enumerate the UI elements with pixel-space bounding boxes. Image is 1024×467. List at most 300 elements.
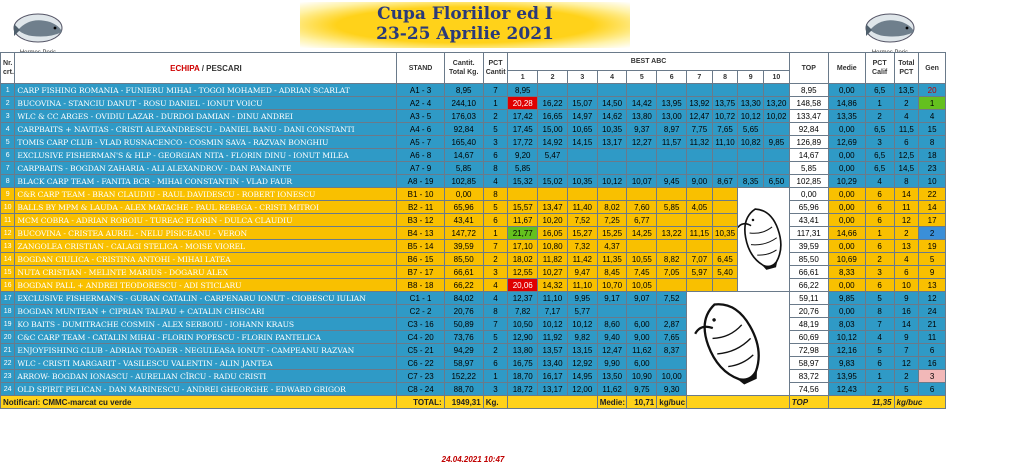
stand-cell: A5 - 7	[397, 136, 444, 149]
best-value-cell: 8,82	[657, 253, 687, 266]
row-number: 1	[1, 84, 15, 97]
table-row	[1, 84, 946, 97]
gen-cell: 24	[919, 305, 946, 318]
best-value-cell: 6,50	[764, 175, 790, 188]
best-value-cell: 15,00	[538, 123, 568, 136]
best-value-cell: 13,92	[687, 97, 713, 110]
pct-calif-cell: 2	[865, 383, 894, 396]
total-pct-cell: 9	[894, 331, 919, 344]
pct-quantity-cell: 6	[483, 357, 508, 370]
team-name: BALLS BY MPM & LAUDA - ALEX MATACHE - PAUL REBEGA - CRISTI MITROI	[15, 201, 397, 214]
best-value-cell	[627, 84, 657, 97]
best-value-cell	[597, 188, 627, 201]
best-value-cell: 6,45	[712, 253, 738, 266]
best-value-cell: 16,17	[538, 370, 568, 383]
gen-cell: 2	[919, 227, 946, 240]
best-value-cell: 9,40	[597, 331, 627, 344]
best-value-cell: 10,55	[627, 253, 657, 266]
top-cell: 85,50	[789, 253, 828, 266]
pct-calif-cell: 6	[865, 357, 894, 370]
best-value-cell: 12,90	[508, 331, 538, 344]
medie-cell: 9,85	[828, 292, 865, 305]
team-name: EXCLUSIVE FISHERMAN'S & HLP - GEORGIAN NITA - FLORIN DINU - IONUT MILEA	[15, 149, 397, 162]
best-value-cell: 10,82	[738, 136, 764, 149]
medie-cell: 12,16	[828, 344, 865, 357]
best-value-cell: 13,47	[538, 201, 568, 214]
total-pct-cell: 5	[894, 383, 919, 396]
top-cell: 14,67	[789, 149, 828, 162]
best-value-cell: 14,42	[627, 97, 657, 110]
total-pct-cell: 2	[894, 370, 919, 383]
pct-calif-cell: 1	[865, 97, 894, 110]
pct-quantity-cell: 1	[483, 370, 508, 383]
gen-cell: 9	[919, 266, 946, 279]
pct-calif-cell: 6	[865, 201, 894, 214]
pct-quantity-cell: 3	[483, 266, 508, 279]
pct-calif-cell: 1	[865, 370, 894, 383]
pct-quantity-cell: 6	[483, 149, 508, 162]
best-value-cell: 9,00	[687, 175, 713, 188]
top-cell: 83,72	[789, 370, 828, 383]
best-value-cell: 8,35	[738, 175, 764, 188]
best-value-cell	[567, 162, 597, 175]
best-value-cell: 5,77	[567, 305, 597, 318]
top-cell: 117,31	[789, 227, 828, 240]
stand-cell: B7 - 17	[397, 266, 444, 279]
gen-cell: 11	[919, 331, 946, 344]
best-value-cell: 13,17	[597, 136, 627, 149]
stand-cell: B1 - 10	[397, 188, 444, 201]
best-value-cell	[712, 162, 738, 175]
best-value-cell: 11,35	[597, 253, 627, 266]
best-value-cell: 9,90	[597, 357, 627, 370]
footer-medie-label: Medie:	[597, 396, 627, 409]
best-value-cell	[712, 201, 738, 214]
total-pct-cell: 6	[894, 136, 919, 149]
table-row	[1, 227, 946, 240]
medie-cell: 12,69	[828, 136, 865, 149]
pct-calif-cell: 6,5	[865, 123, 894, 136]
pct-calif-cell: 6	[865, 240, 894, 253]
best-value-cell: 9,07	[627, 292, 657, 305]
medie-cell: 8,03	[828, 318, 865, 331]
best-value-cell: 10,20	[538, 214, 568, 227]
table-row	[1, 136, 946, 149]
best-value-cell: 10,50	[508, 318, 538, 331]
best-value-cell: 15,02	[538, 175, 568, 188]
team-name: BUCOVINA - STANCIU DANUT - ROSU DANIEL - IONUT VOICU	[15, 97, 397, 110]
team-name: C&R CARP TEAM - BRAN CLAUDIU - RAUL DAVIDESCU - ROBERT IONESCU	[15, 188, 397, 201]
best-value-cell: 10,70	[597, 279, 627, 292]
best-value-cell: 11,62	[597, 383, 627, 396]
pct-calif-cell: 5	[865, 344, 894, 357]
best-value-cell: 17,72	[508, 136, 538, 149]
col-nr: Nr. crt.	[1, 53, 15, 84]
best-value-cell: 13,40	[538, 357, 568, 370]
table-row	[1, 318, 946, 331]
row-number: 13	[1, 240, 15, 253]
best-value-cell	[687, 240, 713, 253]
carp-illustration-icon	[738, 192, 788, 284]
top-cell: 92,84	[789, 123, 828, 136]
pct-calif-cell: 6	[865, 188, 894, 201]
pct-calif-cell: 2	[865, 253, 894, 266]
pct-calif-cell: 4	[865, 331, 894, 344]
best-value-cell: 14,95	[567, 370, 597, 383]
best-value-cell: 18,70	[508, 370, 538, 383]
quantity-cell: 8,95	[444, 84, 483, 97]
best-value-cell: 15,07	[567, 97, 597, 110]
best-value-cell: 10,72	[712, 110, 738, 123]
best-value-cell: 7,65	[657, 331, 687, 344]
gen-cell: 5	[919, 253, 946, 266]
medie-cell: 13,35	[828, 110, 865, 123]
medie-cell: 0,00	[828, 162, 865, 175]
best-value-cell: 10,12	[597, 175, 627, 188]
col-pct-calif: PCT Calif	[865, 53, 894, 84]
stand-cell: C1 - 1	[397, 292, 444, 305]
top-cell: 8,95	[789, 84, 828, 97]
table-row	[1, 97, 946, 110]
table-row	[1, 383, 946, 396]
best-value-cell: 10,90	[627, 370, 657, 383]
stand-cell: C5 - 21	[397, 344, 444, 357]
best-value-cell	[657, 162, 687, 175]
best-value-cell: 11,62	[627, 344, 657, 357]
best-value-cell: 7,82	[508, 305, 538, 318]
medie-cell: 0,00	[828, 214, 865, 227]
medie-cell: 0,00	[828, 240, 865, 253]
best-value-cell	[712, 240, 738, 253]
medie-cell: 0,00	[828, 305, 865, 318]
best-value-cell	[567, 84, 597, 97]
best-value-cell	[712, 84, 738, 97]
row-number: 6	[1, 149, 15, 162]
pct-quantity-cell: 4	[483, 175, 508, 188]
best-value-cell	[712, 279, 738, 292]
best-value-cell: 9,47	[567, 266, 597, 279]
team-name: WLC & CC ARGES - OVIDIU LAZAR - DURDOI DAMIAN - DINU ANDREI	[15, 110, 397, 123]
best-value-cell: 17,10	[508, 240, 538, 253]
medie-cell: 14,86	[828, 97, 865, 110]
pct-calif-cell: 8	[865, 305, 894, 318]
table-row	[1, 253, 946, 266]
top-cell: 0,00	[789, 188, 828, 201]
top-cell: 102,85	[789, 175, 828, 188]
best-value-cell: 11,42	[567, 253, 597, 266]
best-value-cell: 10,02	[764, 110, 790, 123]
team-name: TOMIS CARP CLUB - VLAD RUSNACENCO - COSMIN SAVA - RAZVAN BONGHIU	[15, 136, 397, 149]
team-name: C&C CARP TEAM - CATALIN MIHAI - FLORIN POPESCU - FLORIN PANTELICA	[15, 331, 397, 344]
row-number: 23	[1, 370, 15, 383]
best-value-cell: 14,97	[567, 110, 597, 123]
best-value-cell: 9,82	[567, 331, 597, 344]
team-name: BOGDAN CIULICA - CRISTINA ANTOHI - MIHAI LATEA	[15, 253, 397, 266]
total-pct-cell: 12	[894, 357, 919, 370]
table-row	[1, 214, 946, 227]
medie-cell: 0,00	[828, 149, 865, 162]
best-value-cell: 7,65	[712, 123, 738, 136]
footer-notice: Notificari: CMMC-marcat cu verde	[1, 396, 397, 409]
col-echipa	[15, 53, 397, 84]
best-value-cell: 17,42	[508, 110, 538, 123]
best-value-cell: 10,65	[567, 123, 597, 136]
medie-cell: 0,00	[828, 279, 865, 292]
total-pct-cell: 4	[894, 110, 919, 123]
best-value-cell	[627, 305, 657, 318]
total-pct-cell: 11,5	[894, 123, 919, 136]
best-value-cell: 11,82	[538, 253, 568, 266]
stand-cell: C6 - 22	[397, 357, 444, 370]
row-number: 8	[1, 175, 15, 188]
pct-quantity-cell: 5	[483, 123, 508, 136]
best-value-cell	[687, 188, 713, 201]
medie-cell: 12,43	[828, 383, 865, 396]
best-value-cell: 5,85	[657, 201, 687, 214]
gen-cell: 20	[919, 84, 946, 97]
col-pct-cantit: PCT Cantit	[483, 53, 508, 84]
table-row	[1, 292, 946, 305]
pct-calif-cell: 3	[865, 136, 894, 149]
medie-cell: 8,33	[828, 266, 865, 279]
stand-cell: A1 - 3	[397, 84, 444, 97]
carp-image-cell	[687, 292, 790, 396]
stand-cell: A4 - 6	[397, 123, 444, 136]
best-value-cell: 18,02	[508, 253, 538, 266]
best-value-cell: 13,20	[764, 97, 790, 110]
best-value-cell	[657, 240, 687, 253]
quantity-cell: 65,96	[444, 201, 483, 214]
best-value-cell: 13,75	[712, 97, 738, 110]
pct-quantity-cell: 7	[483, 240, 508, 253]
quantity-cell: 43,41	[444, 214, 483, 227]
best-value-cell	[738, 162, 764, 175]
col-pescari-label: / PESCARI	[199, 63, 242, 73]
quantity-cell: 66,61	[444, 266, 483, 279]
footer-total-value: 1949,31	[444, 396, 483, 409]
best-value-cell: 7,45	[627, 266, 657, 279]
stand-cell: B6 - 15	[397, 253, 444, 266]
quantity-cell: 92,84	[444, 123, 483, 136]
gen-cell: 15	[919, 123, 946, 136]
medie-cell: 0,00	[828, 84, 865, 97]
best-value-cell: 9,85	[764, 136, 790, 149]
best-value-cell	[538, 162, 568, 175]
top-cell: 66,22	[789, 279, 828, 292]
best-value-cell: 5,65	[738, 123, 764, 136]
row-number: 14	[1, 253, 15, 266]
pct-calif-cell: 6,5	[865, 162, 894, 175]
total-pct-cell: 9	[894, 292, 919, 305]
row-number: 21	[1, 344, 15, 357]
best-value-cell: 15,57	[508, 201, 538, 214]
top-cell: 65,96	[789, 201, 828, 214]
best-value-cell: 5,97	[687, 266, 713, 279]
pct-quantity-cell: 7	[483, 84, 508, 97]
pct-calif-cell: 6,5	[865, 84, 894, 97]
gen-cell: 6	[919, 383, 946, 396]
best-value-cell: 16,05	[538, 227, 568, 240]
best-value-cell: 7,52	[657, 292, 687, 305]
team-name: ENJOYFISHING CLUB - ADRIAN TOADER - NEGULEASA IONUT - CAMPEANU RAZVAN	[15, 344, 397, 357]
total-pct-cell: 13	[894, 240, 919, 253]
footer-total-unit: Kg.	[483, 396, 508, 409]
pct-quantity-cell: 6	[483, 214, 508, 227]
top-cell: 74,56	[789, 383, 828, 396]
quantity-cell: 152,22	[444, 370, 483, 383]
best-value-cell	[567, 149, 597, 162]
top-cell: 39,59	[789, 240, 828, 253]
stand-cell: B2 - 11	[397, 201, 444, 214]
best-value-cell: 7,52	[567, 214, 597, 227]
team-name: WLC - CRISTI MARGARIT - VASILESCU VALENTIN - ALIN JANTEA	[15, 357, 397, 370]
team-name: CARPBAITS + NAVITAS - CRISTI ALEXANDRESCU - DANIEL BANU - DANI CONSTANTI	[15, 123, 397, 136]
best-value-cell	[764, 162, 790, 175]
best-value-cell	[712, 149, 738, 162]
best-value-cell	[657, 357, 687, 370]
best-value-cell: 11,40	[567, 201, 597, 214]
carp-illustration-icon	[687, 296, 777, 388]
gen-cell: 23	[919, 162, 946, 175]
gen-cell: 14	[919, 201, 946, 214]
best-value-cell	[597, 84, 627, 97]
quantity-cell: 176,03	[444, 110, 483, 123]
col-best: BEST ABC	[508, 53, 789, 71]
stand-cell: B8 - 18	[397, 279, 444, 292]
team-name: ZANGOLEA CRISTIAN - CALAGI STELICA - MOISE VIOREL	[15, 240, 397, 253]
best-value-cell: 10,35	[567, 175, 597, 188]
col-top: TOP	[789, 53, 828, 84]
best-value-cell: 14,32	[538, 279, 568, 292]
best-value-cell: 16,75	[508, 357, 538, 370]
best-value-cell: 12,37	[508, 292, 538, 305]
best-value-cell: 5,47	[538, 149, 568, 162]
best-value-cell: 14,62	[597, 110, 627, 123]
table-row	[1, 266, 946, 279]
row-number: 3	[1, 110, 15, 123]
team-name: NUTA CRISTIAN - MELINTE MARIUS - DOGARU ALEX	[15, 266, 397, 279]
gen-cell: 19	[919, 240, 946, 253]
best-value-cell	[657, 188, 687, 201]
pct-calif-cell: 5	[865, 292, 894, 305]
col-best-6: 6	[657, 71, 687, 84]
medie-cell: 0,00	[828, 201, 865, 214]
stand-cell: C4 - 20	[397, 331, 444, 344]
best-value-cell: 11,15	[687, 227, 713, 240]
gen-cell: 4	[919, 110, 946, 123]
best-value-cell: 13,50	[597, 370, 627, 383]
total-pct-cell: 13,5	[894, 84, 919, 97]
best-value-cell: 9,20	[508, 149, 538, 162]
col-total-pct: Total PCT	[894, 53, 919, 84]
best-value-cell: 18,72	[508, 383, 538, 396]
team-name: BUCOVINA - CRISTEA AUREL - NELU PISICEANU - VERON	[15, 227, 397, 240]
best-value-cell: 7,05	[657, 266, 687, 279]
total-pct-cell: 4	[894, 253, 919, 266]
best-value-cell	[687, 84, 713, 97]
table-row	[1, 188, 946, 201]
best-value-cell	[687, 214, 713, 227]
best-value-cell: 21,77	[508, 227, 538, 240]
team-name: KO BAITS - DUMITRACHE COSMIN - ALEX SERBOIU - IOHANN KRAUS	[15, 318, 397, 331]
stand-cell: C3 - 16	[397, 318, 444, 331]
team-name: CARPBAITS - BOGDAN ZAHARIA - ALI ALEXANDROV - DAN PANAINTE	[15, 162, 397, 175]
quantity-cell: 20,76	[444, 305, 483, 318]
stand-cell: C2 - 2	[397, 305, 444, 318]
top-cell: 43,41	[789, 214, 828, 227]
best-value-cell: 7,32	[567, 240, 597, 253]
pct-quantity-cell: 5	[483, 331, 508, 344]
best-value-cell: 13,15	[567, 344, 597, 357]
best-value-cell: 13,80	[508, 344, 538, 357]
medie-cell: 0,00	[828, 123, 865, 136]
footer-top-value: 11,35	[828, 396, 894, 409]
best-value-cell: 6,00	[627, 357, 657, 370]
pct-quantity-cell: 8	[483, 162, 508, 175]
total-pct-cell: 16	[894, 305, 919, 318]
best-value-cell	[738, 149, 764, 162]
page-title: Cupa Floriilor ed I	[377, 4, 553, 24]
pct-quantity-cell: 7	[483, 318, 508, 331]
best-value-cell: 13,95	[657, 97, 687, 110]
stand-cell: A8 - 19	[397, 175, 444, 188]
best-value-cell: 11,32	[687, 136, 713, 149]
stand-cell: C8 - 24	[397, 383, 444, 396]
quantity-cell: 94,29	[444, 344, 483, 357]
best-value-cell: 9,45	[657, 175, 687, 188]
footer-medie-value: 10,71	[627, 396, 657, 409]
best-value-cell	[764, 149, 790, 162]
col-medie: Medie	[828, 53, 865, 84]
best-value-cell	[508, 188, 538, 201]
best-value-cell: 20,28	[508, 97, 538, 110]
row-number: 20	[1, 331, 15, 344]
table-row	[1, 149, 946, 162]
top-cell: 148,58	[789, 97, 828, 110]
quantity-cell: 5,85	[444, 162, 483, 175]
gen-cell: 21	[919, 318, 946, 331]
best-value-cell	[627, 162, 657, 175]
total-pct-cell: 14	[894, 188, 919, 201]
page-subtitle: 23-25 Aprilie 2021	[376, 24, 554, 44]
row-number: 10	[1, 201, 15, 214]
stand-cell: A6 - 8	[397, 149, 444, 162]
best-value-cell	[687, 149, 713, 162]
total-pct-cell: 7	[894, 344, 919, 357]
medie-cell: 14,66	[828, 227, 865, 240]
gen-cell: 16	[919, 357, 946, 370]
best-value-cell	[538, 188, 568, 201]
col-best-9: 9	[738, 71, 764, 84]
best-value-cell: 9,00	[627, 331, 657, 344]
best-value-cell: 9,75	[627, 383, 657, 396]
best-value-cell: 10,12	[538, 318, 568, 331]
col-echipa-label: ECHIPA	[170, 63, 200, 73]
pct-quantity-cell: 3	[483, 136, 508, 149]
top-cell: 126,89	[789, 136, 828, 149]
best-value-cell: 5,40	[712, 266, 738, 279]
medie-cell: 10,12	[828, 331, 865, 344]
pct-calif-cell: 7	[865, 318, 894, 331]
row-number: 7	[1, 162, 15, 175]
best-value-cell: 14,50	[597, 97, 627, 110]
pct-calif-cell: 1	[865, 227, 894, 240]
pct-calif-cell: 3	[865, 266, 894, 279]
pct-quantity-cell: 2	[483, 253, 508, 266]
col-best-10: 10	[764, 71, 790, 84]
col-stand: STAND	[397, 53, 444, 84]
medie-cell: 9,83	[828, 357, 865, 370]
